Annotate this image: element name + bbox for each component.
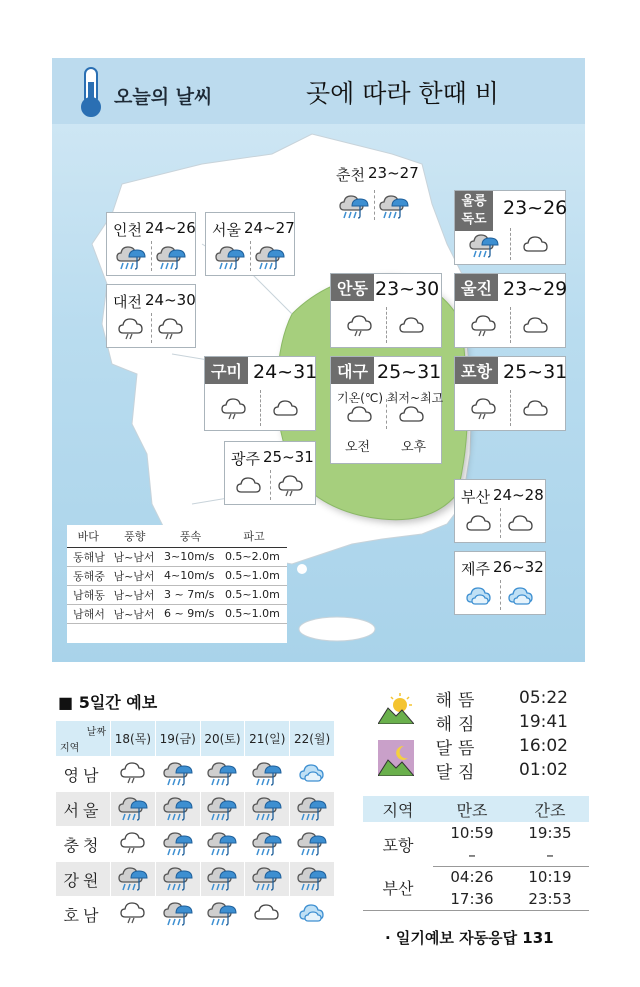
cloud-rain-weather-icon <box>117 842 149 861</box>
forecast-region: 서울 <box>56 792 111 827</box>
city-temp: 23~29 <box>503 278 568 300</box>
city-name: 인천 <box>113 221 142 239</box>
cloud-rain-weather-icon <box>117 772 149 791</box>
partly-cloudy-weather-icon <box>296 910 328 929</box>
table-row <box>67 604 287 623</box>
city-temp: 24~26 <box>145 219 196 237</box>
morning-weather-icon-rain <box>210 241 250 271</box>
page-title: 오늘의 날씨 <box>114 86 213 108</box>
sea-condition-table <box>67 525 287 643</box>
weather-icons <box>209 390 311 426</box>
weather-icons <box>459 508 541 538</box>
tide-table <box>363 796 589 911</box>
page-subtitle: 곳에 따라 한때 비 <box>306 79 499 108</box>
city-temp: 23~26 <box>503 197 568 219</box>
morning-weather-icon-cloud-rain <box>459 390 510 426</box>
city-card-pohang <box>454 356 566 431</box>
table-row <box>56 792 335 827</box>
rain-weather-icon <box>204 772 240 791</box>
wave-height: 0.5~1.0m <box>221 604 287 623</box>
auto-response-line: · 일기예보 자동응답 131 <box>385 929 554 947</box>
rain-weather-icon <box>294 807 330 826</box>
morning-weather-icon-cloud-rain <box>209 390 260 426</box>
afternoon-weather-icon-rain <box>374 190 415 220</box>
city-temp: 26~32 <box>493 558 544 576</box>
rain-weather-icon <box>160 912 196 931</box>
forecast-cell <box>200 862 245 897</box>
forecast-cell <box>290 757 335 792</box>
afternoon-weather-icon-rain <box>250 241 291 271</box>
sea-area: 동해중 <box>67 566 109 585</box>
forecast-cell <box>245 897 290 932</box>
low-tide-time: 10:19 <box>528 868 572 887</box>
rain-weather-icon <box>294 842 330 861</box>
sea-header-wind-speed: 풍속 <box>160 525 221 547</box>
rain-weather-icon <box>160 807 196 826</box>
city-temp: 24~31 <box>253 361 318 383</box>
high-tide-time: 17:36 <box>433 888 511 910</box>
corner-region-label: 지역 <box>60 743 80 754</box>
morning-weather-icon-rain <box>459 228 510 260</box>
tide-header-region: 지역 <box>363 796 433 822</box>
wind-direction: 남~남서 <box>109 585 160 604</box>
city-temp: 24~28 <box>493 486 544 504</box>
map-header <box>52 58 585 124</box>
wind-speed: 4~10m/s <box>160 566 221 585</box>
forecast-cell <box>111 827 156 862</box>
morning-weather-icon-cloud <box>335 399 386 429</box>
rain-weather-icon <box>160 772 196 791</box>
high-tide-time: – <box>433 844 511 866</box>
forecast-day-header: 21(일) <box>245 721 290 757</box>
table-row <box>56 827 335 862</box>
forecast-title: ■ 5일간 예보 <box>58 693 158 712</box>
forecast-cell <box>245 862 290 897</box>
five-day-forecast-table <box>55 720 335 932</box>
wave-height: 0.5~2.0m <box>221 547 287 566</box>
weather-icons <box>111 313 191 343</box>
city-name-tag <box>455 191 493 231</box>
rain-weather-icon <box>249 772 285 791</box>
city-name-line2: 독도 <box>461 212 487 227</box>
tide-location: 부산 <box>363 866 433 910</box>
astro-time: 16:02 <box>519 736 568 756</box>
forecast-cell <box>290 792 335 827</box>
forecast-day-header: 22(월) <box>290 721 335 757</box>
city-name-tag: 구미 <box>205 357 248 384</box>
afternoon-weather-icon-cloud <box>260 390 312 426</box>
wave-height: 0.5~1.0m <box>221 566 287 585</box>
city-card-ulleung-dokdo <box>454 190 566 265</box>
forecast-cell <box>155 827 200 862</box>
weather-icons <box>335 399 437 429</box>
city-name: 부산 <box>461 488 490 506</box>
rain-weather-icon <box>249 807 285 826</box>
table-row <box>56 897 335 932</box>
city-name: 서울 <box>212 221 241 239</box>
rain-weather-icon <box>160 877 196 896</box>
forecast-cell <box>200 792 245 827</box>
city-temp: 23~27 <box>368 164 419 182</box>
low-tide-time: – <box>511 844 589 866</box>
astro-label: 달짐 <box>435 762 481 783</box>
afternoon-weather-icon-partly-cloudy <box>500 580 542 610</box>
forecast-region: 충청 <box>56 827 111 862</box>
city-card-chuncheon <box>330 160 418 224</box>
sea-header-wind-direction: 풍향 <box>109 525 160 547</box>
legend-afternoon-label: 오후 <box>401 440 427 455</box>
weather-icons <box>229 470 311 500</box>
forecast-cell <box>290 862 335 897</box>
tide-header-high: 만조 <box>433 796 511 822</box>
sea-area: 동해남 <box>67 547 109 566</box>
city-name: 광주 <box>231 450 260 468</box>
forecast-cell <box>155 862 200 897</box>
list-item <box>378 686 588 710</box>
astro-time: 05:22 <box>519 688 568 708</box>
rain-weather-icon <box>160 842 196 861</box>
sea-header-area: 바다 <box>67 525 109 547</box>
city-temp: 23~30 <box>375 278 440 300</box>
wind-direction: 남~남서 <box>109 604 160 623</box>
city-temp: 25~31 <box>377 361 442 383</box>
forecast-cell <box>245 757 290 792</box>
city-name-line1: 울릉 <box>461 194 487 209</box>
forecast-title-text: 5일간 예보 <box>78 693 158 712</box>
astro-label: 해짐 <box>435 714 481 735</box>
weather-icons <box>111 241 191 271</box>
astro-label: 해뜸 <box>435 690 481 711</box>
high-tide-time: 10:59 <box>450 824 494 842</box>
table-row <box>67 585 287 604</box>
city-name-tag: 포항 <box>455 357 498 384</box>
forecast-cell <box>200 897 245 932</box>
city-card-busan <box>454 479 546 543</box>
forecast-cell <box>155 792 200 827</box>
city-card-daejeon <box>106 284 196 348</box>
morning-weather-icon-cloud-rain <box>335 307 386 343</box>
afternoon-weather-icon-cloud <box>510 307 562 343</box>
forecast-cell <box>200 757 245 792</box>
sea-area: 남해서 <box>67 604 109 623</box>
morning-weather-icon-cloud <box>229 470 270 500</box>
rain-weather-icon <box>204 912 240 931</box>
rain-weather-icon <box>249 877 285 896</box>
list-item <box>378 734 588 758</box>
forecast-day-header: 18(목) <box>111 721 156 757</box>
tide-location: 포항 <box>382 835 414 855</box>
sea-area: 남해동 <box>67 585 109 604</box>
city-card-jeju <box>454 551 546 615</box>
city-temp: 24~27 <box>244 219 295 237</box>
afternoon-weather-icon-cloud <box>500 508 542 538</box>
afternoon-weather-icon-cloud-rain <box>270 470 312 500</box>
cloud-rain-weather-icon <box>117 912 149 931</box>
forecast-cell <box>111 792 156 827</box>
city-name: 대전 <box>113 293 142 311</box>
rain-weather-icon <box>294 877 330 896</box>
forecast-cell <box>200 827 245 862</box>
forecast-cell <box>290 897 335 932</box>
jeju-island <box>299 617 375 641</box>
astro-time: 19:41 <box>519 712 568 732</box>
weather-icons <box>335 307 437 343</box>
low-tide-time: 19:35 <box>528 824 572 842</box>
city-card-andong <box>330 273 442 348</box>
morning-weather-icon-cloud-rain <box>111 313 151 343</box>
forecast-corner-header <box>56 721 111 757</box>
morning-weather-icon-rain <box>111 241 151 271</box>
city-name: 춘천 <box>336 166 365 184</box>
forecast-cell <box>290 827 335 862</box>
forecast-day-header: 20(토) <box>200 721 245 757</box>
astro-label: 달뜸 <box>435 738 481 759</box>
low-tide-time: 23:53 <box>511 888 589 910</box>
weather-icons <box>459 390 561 426</box>
city-card-gwangju <box>224 441 316 505</box>
table-row <box>56 757 335 792</box>
rain-weather-icon <box>204 877 240 896</box>
forecast-cell <box>155 757 200 792</box>
table-row <box>363 866 589 888</box>
city-name-tag: 울진 <box>455 274 498 301</box>
table-row <box>363 822 589 844</box>
afternoon-weather-icon-rain <box>151 241 192 271</box>
morning-weather-icon-partly-cloudy <box>459 580 500 610</box>
forecast-cell <box>155 897 200 932</box>
rain-weather-icon <box>204 807 240 826</box>
city-temp: 24~30 <box>145 291 196 309</box>
afternoon-weather-icon-cloud <box>510 228 562 260</box>
city-name-tag: 안동 <box>331 274 374 301</box>
rain-weather-icon <box>249 842 285 861</box>
high-tide-time: 04:26 <box>450 868 494 887</box>
weather-icons <box>459 580 541 610</box>
city-card-daegu <box>330 356 442 464</box>
partly-cloudy-weather-icon <box>296 770 328 789</box>
list-item <box>378 758 588 782</box>
morning-weather-icon-rain <box>334 190 374 220</box>
afternoon-weather-icon-cloud <box>386 399 438 429</box>
wind-speed: 6 ~ 9m/s <box>160 604 221 623</box>
forecast-day-header: 19(금) <box>155 721 200 757</box>
afternoon-weather-icon-cloud <box>510 390 562 426</box>
city-temp: 25~31 <box>503 361 568 383</box>
sea-header-wave-height: 파고 <box>221 525 287 547</box>
rain-weather-icon <box>204 842 240 861</box>
city-card-incheon <box>106 212 196 276</box>
forecast-region: 강원 <box>56 862 111 897</box>
table-row <box>67 566 287 585</box>
cloud-weather-icon <box>251 910 283 929</box>
city-temp: 25~31 <box>263 448 314 466</box>
city-name-tag: 대구 <box>331 357 374 384</box>
weather-icons <box>334 190 414 220</box>
legend-temp-label: 기온(℃) 최저~최고 <box>337 391 444 405</box>
table-row <box>56 862 335 897</box>
wind-direction: 남~남서 <box>109 547 160 566</box>
rain-weather-icon <box>115 807 151 826</box>
forecast-cell <box>111 897 156 932</box>
weather-icons <box>459 307 561 343</box>
city-name: 제주 <box>461 560 490 578</box>
legend-morning-label: 오전 <box>345 440 371 455</box>
astro-time: 01:02 <box>519 760 568 780</box>
table-row <box>67 547 287 566</box>
forecast-cell <box>111 862 156 897</box>
morning-weather-icon-cloud-rain <box>459 307 510 343</box>
wind-speed: 3 ~ 7m/s <box>160 585 221 604</box>
list-item <box>378 710 588 734</box>
morning-weather-icon-cloud <box>459 508 500 538</box>
forecast-cell <box>111 757 156 792</box>
sun-moon-times <box>378 686 588 782</box>
wind-speed: 3~10m/s <box>160 547 221 566</box>
city-card-gumi <box>204 356 316 431</box>
city-card-seoul <box>205 212 295 276</box>
city-card-uljin <box>454 273 566 348</box>
afternoon-weather-icon-cloud-rain <box>151 313 192 343</box>
rain-weather-icon <box>115 877 151 896</box>
weather-icons <box>210 241 290 271</box>
forecast-cell <box>245 827 290 862</box>
forecast-cell <box>245 792 290 827</box>
weather-icons <box>459 228 561 260</box>
wind-direction: 남~남서 <box>109 566 160 585</box>
forecast-region: 영남 <box>56 757 111 792</box>
corner-date-label: 날짜 <box>86 727 106 738</box>
afternoon-weather-icon-cloud <box>386 307 438 343</box>
tide-header-low: 간조 <box>511 796 589 822</box>
wave-height: 0.5~1.0m <box>221 585 287 604</box>
forecast-region: 호남 <box>56 897 111 932</box>
thermometer-icon <box>76 66 106 118</box>
